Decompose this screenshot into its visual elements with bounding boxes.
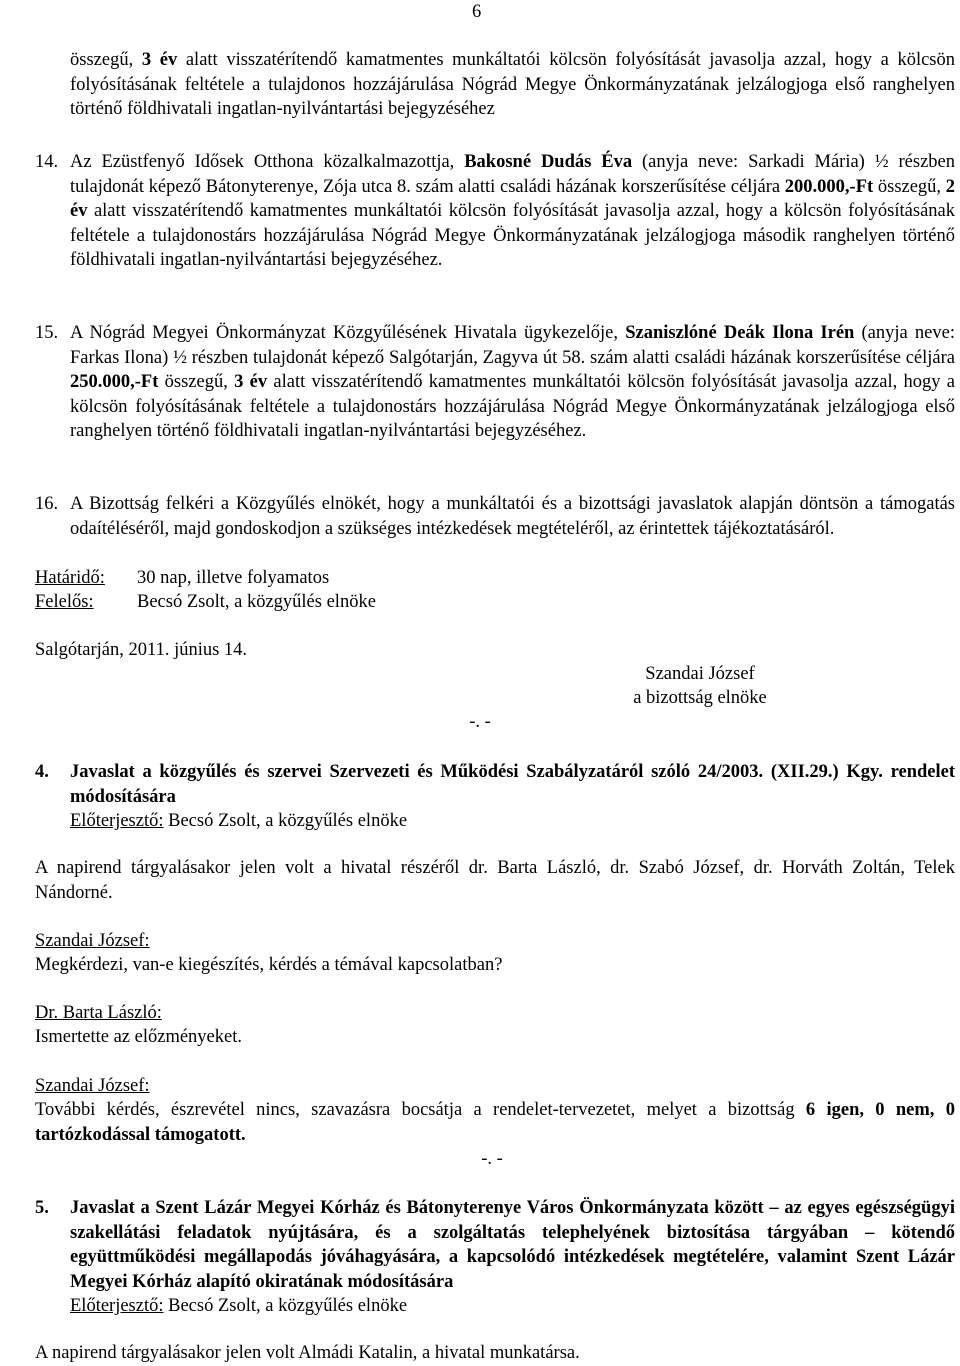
presenter-value: Becsó Zsolt, a közgyűlés elnöke bbox=[163, 811, 408, 831]
attendance-text: A napirend tárgyalásakor jelen volt Almádi Katalin, a hivatal munkatársa. bbox=[35, 1343, 580, 1363]
list-item-15 bbox=[35, 321, 955, 444]
responsible-label: Felelős: bbox=[35, 592, 94, 612]
signer-title: a bizottság elnöke bbox=[633, 688, 767, 708]
item-text: A Nógrád Megyei Önkormányzat Közgyűlésének Hivatala ügykezelője, Szaniszlóné Deák Ilona Irén (anyja neve: Farkas Ilona) ½ részben tulajdonát képező Salgótarján, Zagyva út 58. szám alatti családi házának korszerűsítése céljára 250.000,-Ft összegű, 3 év alatt visszatérítendő kamatmentes munkáltatói kölcsön folyósítását javasolja azzal, hogy a kölcsön folyósításának feltétele a tulajdonostárs hozzájárulása Nógrád Megye Önkormányzatának jelzálogjoga első ranghelyen történő földhivatali ingatlan-nyilvántartási bejegyzéséhez. bbox=[70, 323, 955, 441]
item-number: 14. bbox=[35, 152, 59, 172]
text: összegű, bbox=[70, 50, 142, 70]
agenda-title: Javaslat a közgyűlés és szervei Szervezeti és Működési Szabályzatáról szóló 24/2003. (XII.29.) Kgy. rendelet módosítására bbox=[70, 762, 955, 807]
agenda-item-5 bbox=[35, 1196, 955, 1319]
agenda-number: 5. bbox=[35, 1198, 49, 1218]
item-text: Az Ezüstfenyő Idősek Otthona közalkalmazottja, Bakosné Dudás Éva (anyja neve: Sarkadi Mária) ½ részben tulajdonát képező Bátonyterenye, Zója utca 8. szám alatti családi házának korszerűsítése céljára 200.000,-Ft összegű, 2 év alatt visszatérítendő kamatmentes munkáltatói kölcsön folyósítását javasolja azzal, hogy a kölcsön folyósításának feltétele a tulajdonostárs hozzájárulása Nógrád Megye Önkormányzatának jelzálogjoga második ranghelyen történő földhivatali ingatlan-nyilvántartási bejegyzéséhez. bbox=[70, 152, 956, 270]
place-date: Salgótarján, 2011. június 14. bbox=[35, 640, 248, 660]
person-name: Bakosné Dudás Éva bbox=[464, 152, 633, 172]
item-number: 15. bbox=[35, 323, 59, 343]
agenda-number: 4. bbox=[35, 762, 49, 782]
speaker-text: Ismertette az előzményeket. bbox=[35, 1027, 242, 1047]
speaker-text: Megkérdezi, van-e kiegészítés, kérdés a témával kapcsolatban? bbox=[35, 955, 503, 975]
signer-name: Szandai József bbox=[645, 664, 755, 684]
speaker-text: További kérdés, észrevétel nincs, szavazásra bocsátja a rendelet-tervezetet, melyet a bizottság 6 igen, 0 nem, 0 tartózkodással támogatott. bbox=[35, 1100, 955, 1145]
vote-result: 6 igen, 0 nem, 0 tartózkodással támogatott. bbox=[35, 1100, 955, 1145]
term: 3 év bbox=[234, 372, 268, 392]
list-item-16 bbox=[35, 492, 955, 541]
speaker-name: Szandai József: bbox=[35, 1076, 150, 1096]
speaker-name: Dr. Barta László: bbox=[35, 1003, 162, 1023]
amount: 250.000,-Ft bbox=[70, 372, 159, 392]
text: alatt visszatérítendő kamatmentes munkáltatói kölcsön folyósítását javasolja azzal, hogy a kölcsön folyósításának feltétele a tulajdonos hozzájárulása Nógrád Megye Önkormányzatának jelzálogjoga első ranghelyen történő földhivatali ingatlan-nyilvántartási bejegyzéséhez bbox=[70, 50, 955, 119]
person-name: Szaniszlóné Deák Ilona Irén bbox=[625, 323, 855, 343]
page-number: 6 bbox=[472, 2, 482, 22]
speaker-name: Szandai József: bbox=[35, 931, 150, 951]
separator: -. - bbox=[481, 1149, 503, 1169]
list-item-14 bbox=[35, 150, 955, 273]
emphasis: 3 év bbox=[141, 50, 178, 70]
presenter-line bbox=[70, 1294, 955, 1319]
item-number: 16. bbox=[35, 494, 59, 514]
attendance-text: A napirend tárgyalásakor jelen volt a hivatal részéről dr. Barta László, dr. Szabó József, dr. Horváth Zoltán, Telek Nándorné. bbox=[35, 858, 955, 903]
presenter-value: Becsó Zsolt, a közgyűlés elnöke bbox=[163, 1296, 408, 1316]
responsible-value: Becsó Zsolt, a közgyűlés elnöke bbox=[137, 592, 376, 612]
separator: -. - bbox=[469, 712, 491, 732]
item-text: A Bizottság felkéri a Közgyűlés elnökét, hogy a munkáltatói és a bizottsági javaslatok alapján döntsön a támogatás odaítéléséről, majd gondoskodjon a szükséges intézkedések megtételéről, az érintettek tájékoztatásáról. bbox=[70, 494, 955, 539]
agenda-title: Javaslat a Szent Lázár Megyei Kórház és Bátonyterenye Város Önkormányzata között – az egyes egészségügyi szakellátási feladatok nyújtására, és a szolgáltatás telephelyének biztosítása tárgyában – kötendő együttműködési megállapodás jóváhagyására, a kapcsolódó intézkedések megtételére, valamint Szent Lázár Megyei Kórház alapító okiratának módosítására bbox=[70, 1198, 955, 1292]
presenter-label: Előterjesztő: bbox=[70, 1296, 164, 1316]
responsible-row bbox=[35, 590, 376, 615]
continuation-paragraph bbox=[70, 48, 955, 122]
term: 2 év bbox=[70, 176, 956, 221]
agenda-item-4 bbox=[35, 760, 955, 834]
deadline-value: 30 nap, illetve folyamatos bbox=[137, 568, 330, 588]
deadline-label: Határidő: bbox=[35, 568, 105, 588]
amount: 200.000,-Ft bbox=[784, 176, 874, 197]
deadline-row bbox=[35, 566, 330, 591]
presenter-label: Előterjesztő: bbox=[70, 811, 164, 831]
presenter-line bbox=[70, 809, 955, 834]
